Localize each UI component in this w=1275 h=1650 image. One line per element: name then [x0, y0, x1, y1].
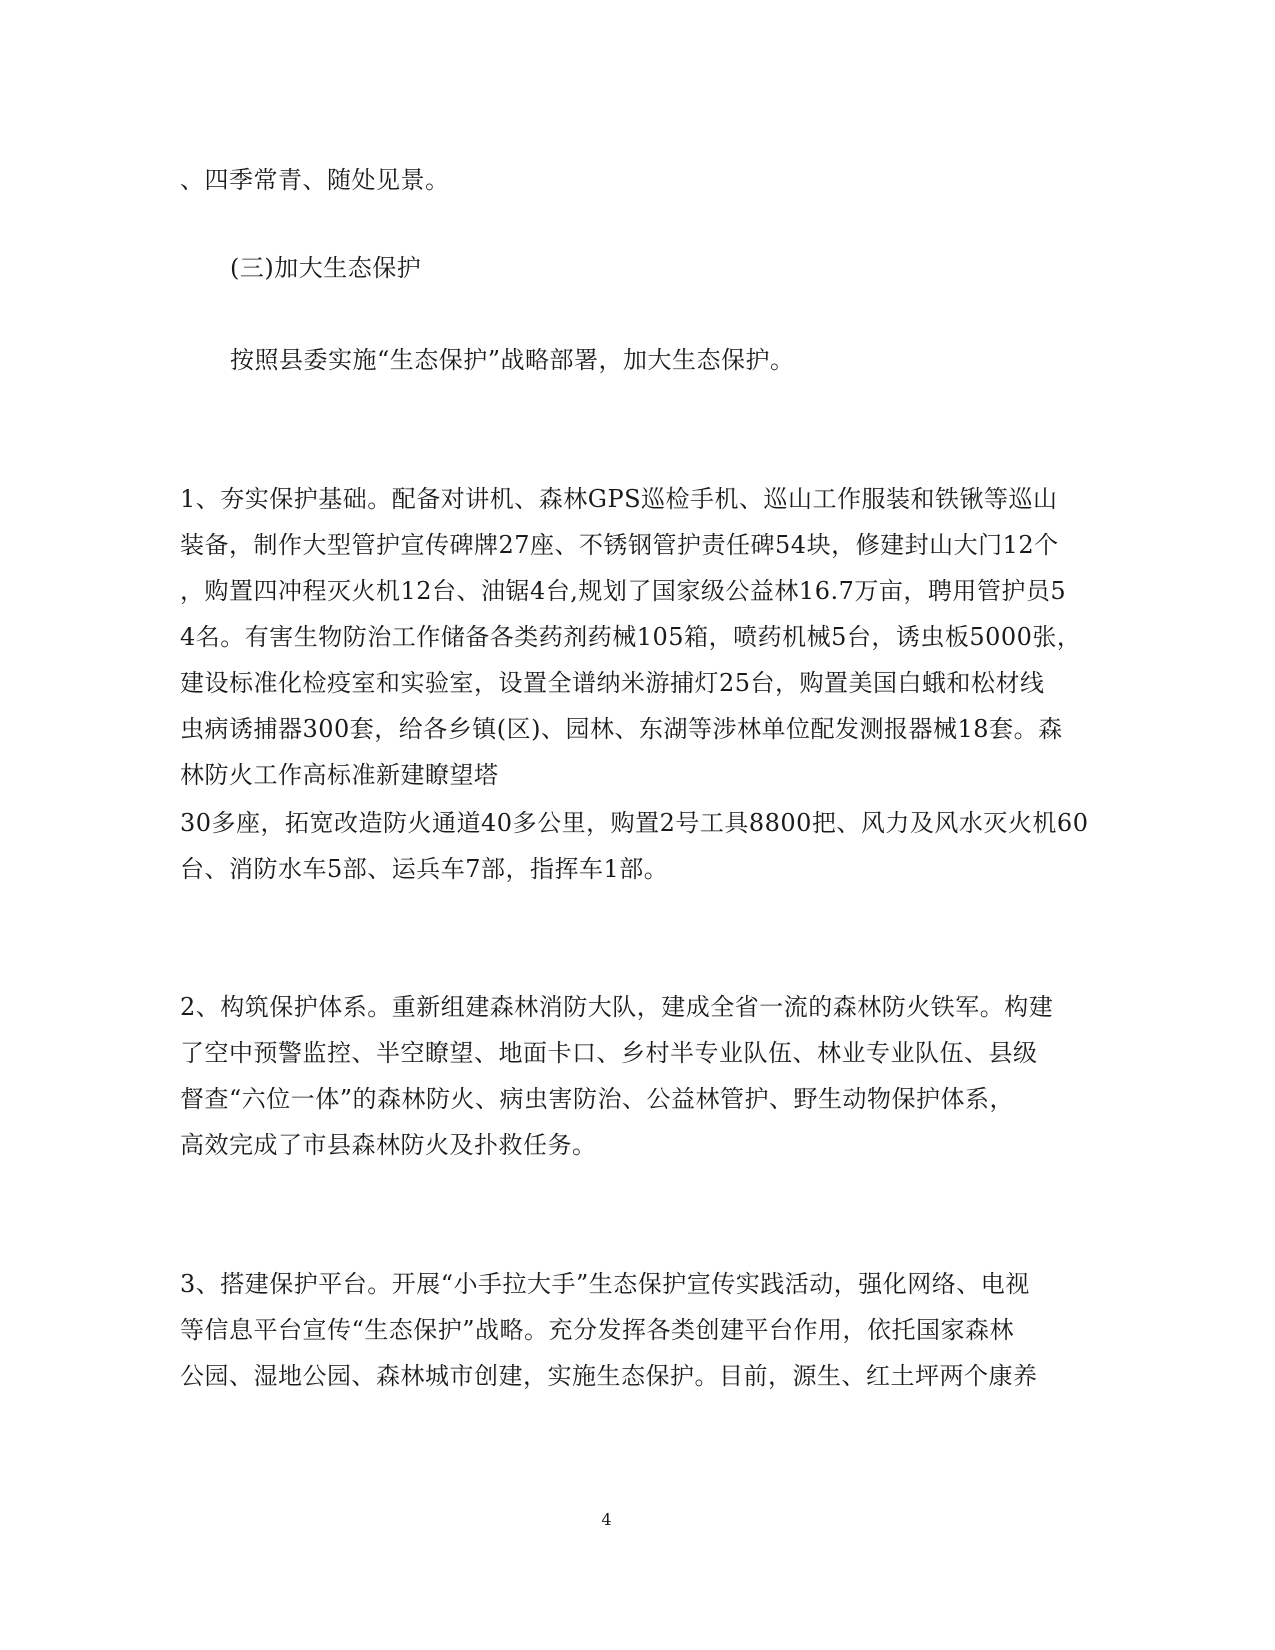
paragraph-line: 了空中预警监控、半空瞭望、地面卡口、乡村半专业队伍、林业专业队伍、县级 [180, 1039, 1038, 1067]
paragraph-line: 30多座，拓宽改造防火通道40多公里，购置2号工具8800把、风力及风水灭火机60 [180, 809, 1089, 837]
intro-paragraph: 按照县委实施“生态保护”战略部署，加大生态保护。 [230, 346, 795, 374]
paragraph-line: 林防火工作高标准新建瞭望塔 [180, 761, 499, 789]
paragraph-line: 等信息平台宣传“生态保护”战略。充分发挥各类创建平台作用，依托国家森林 [180, 1316, 1015, 1344]
paragraph-line: ，购置四冲程灭火机12台、油锯4台,规划了国家级公益林16.7万亩，聘用管护员5 [180, 577, 1067, 605]
paragraph-line: 督查“六位一体”的森林防火、病虫害防治、公益林管护、野生动物保护体系， [180, 1085, 1015, 1113]
paragraph-line: 1、夯实保护基础。配备对讲机、森林GPS巡检手机、巡山工作服装和铁锹等巡山 [180, 485, 1058, 513]
paragraph-line: 4名。有害生物防治工作储备各类药剂药械105箱，喷药机械5台，诱虫板5000张， [180, 623, 1082, 651]
paragraph-line: 公园、湿地公园、森林城市创建，实施生态保护。目前，源生、红土坪两个康养 [180, 1362, 1038, 1390]
continuation-text: 、四季常青、随处见景。 [180, 166, 450, 194]
paragraph-line: 建设标准化检疫室和实验室，设置全谱纳米游捕灯25台，购置美国白蛾和松材线 [180, 669, 1045, 697]
paragraph-line: 台、消防水车5部、运兵车7部，指挥车1部。 [180, 855, 669, 883]
paragraph-line: 高效完成了市县森林防火及扑救任务。 [180, 1131, 597, 1159]
page-number: 4 [601, 1510, 612, 1529]
paragraph-line: 3、搭建保护平台。开展“小手拉大手”生态保护宣传实践活动，强化网络、电视 [180, 1270, 1030, 1298]
paragraph-line: 2、构筑保护体系。重新组建森林消防大队，建成全省一流的森林防火铁军。构建 [180, 993, 1054, 1021]
section-heading: (三)加大生态保护 [230, 254, 422, 282]
paragraph-line: 虫病诱捕器300套，给各乡镇(区)、园林、东湖等涉林单位配发测报器械18套。森 [180, 715, 1063, 743]
paragraph-line: 装备，制作大型管护宣传碑牌27座、不锈钢管护责任碑54块，修建封山大门12个 [180, 531, 1059, 559]
